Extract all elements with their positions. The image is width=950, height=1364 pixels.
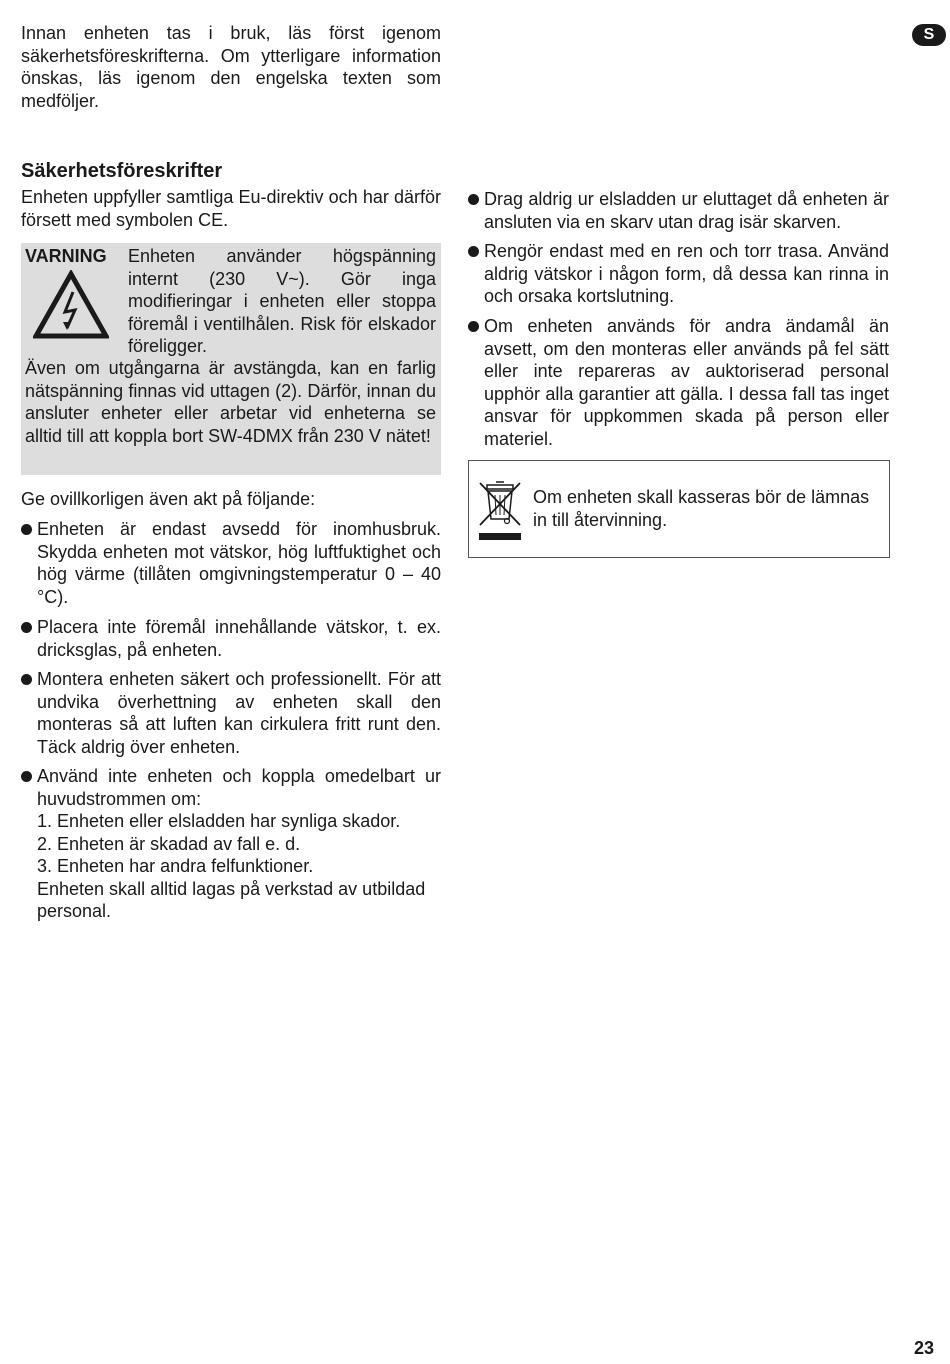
sub-item: 2. Enheten är skadad av fall e. d.: [37, 833, 301, 854]
bullet-icon: [21, 622, 32, 633]
notice-intro: Ge ovillkorligen även akt på följande:: [21, 489, 316, 509]
bullet-icon: [21, 524, 32, 535]
language-badge: S: [912, 24, 946, 46]
high-voltage-warning-icon: [33, 270, 109, 340]
recycling-notice-box: [468, 460, 890, 558]
section-intro: Enheten uppfyller samtliga Eu-direktiv och har därför försett med symbolen CE.: [21, 187, 441, 230]
warning-box: [21, 243, 441, 475]
sub-item: 3. Enheten har andra felfunktioner.: [37, 856, 314, 876]
section-title: Säkerhetsföreskrifter: [21, 160, 223, 182]
list-item-text: Enheten är endast avsedd för inomhusbruk. Skydda enheten mot vätskor, hög luftfuktighet och hög värme (tillåten omgivningstemperatur 0 – 40 °C).: [37, 519, 441, 607]
list-item-text: Montera enheten säkert och professionellt. För att undvika överhettning av enheten skall den monteras så att luften kan cirkulera fritt runt den. Täck aldrig över enheten.: [37, 669, 441, 757]
warning-text: Enheten använder högspänning internt (230 V~). Gör inga modifieringar i enheten eller stoppa föremål i ventilhålen. Risk för elskador föreligger.: [128, 246, 436, 356]
list-item-text: Om enheten används för andra ändamål än avsett, om den monteras eller används på fel sätt eller inte repareras av auktoriserad personal upphör alla garantier att gälla. I dessa fall tas inget ansvar för uppkommen skada på person eller materiel.: [484, 316, 889, 449]
intro-paragraph: Innan enheten tas i bruk, läs först igenom säkerhetsföreskrifterna. Om ytterligare information önskas, läs igenom den engelska texten som medföljer.: [21, 23, 441, 111]
list-item-text: Använd inte enheten och koppla omedelbart ur huvudstrommen om:: [37, 766, 441, 809]
sub-item: 1. Enheten eller elsladden har synliga skador.: [37, 811, 401, 831]
list-item-text: Rengör endast med en ren och torr trasa. Använd aldrig vätskor i någon form, då dessa kan rinna in och orsaka kortslutning.: [484, 241, 889, 306]
page-number: 23: [914, 1338, 935, 1358]
warning-text-continued: Även om utgångarna är avstängda, kan en farlig nätspänning finnas vid uttagen (2). Därför, innan du ansluter enheter eller arbetar vid enheterna se alltid till att koppla bort SW-4DMX från 230 V nätet!: [25, 358, 436, 446]
recycling-notice-text: Om enheten skall kasseras bör de lämnas in till återvinning.: [533, 487, 870, 530]
bullet-icon: [468, 321, 479, 332]
list-item-text: Drag aldrig ur elsladden ur eluttaget då enheten är ansluten via en skarv utan drag isär skarven.: [484, 189, 889, 232]
bullet-icon: [21, 674, 32, 685]
list-item-footer: Enheten skall alltid lagas på verkstad av utbildad personal.: [37, 878, 426, 921]
bullet-icon: [21, 771, 32, 782]
crossed-out-wheelie-bin-icon: [477, 479, 523, 541]
bullet-icon: [468, 246, 479, 257]
bullet-icon: [468, 194, 479, 205]
list-item-text: Placera inte föremål innehållande vätskor, t. ex. dricksglas, på enheten.: [37, 617, 441, 660]
list-item-content: [37, 765, 441, 923]
warning-label: VARNING: [25, 246, 107, 266]
